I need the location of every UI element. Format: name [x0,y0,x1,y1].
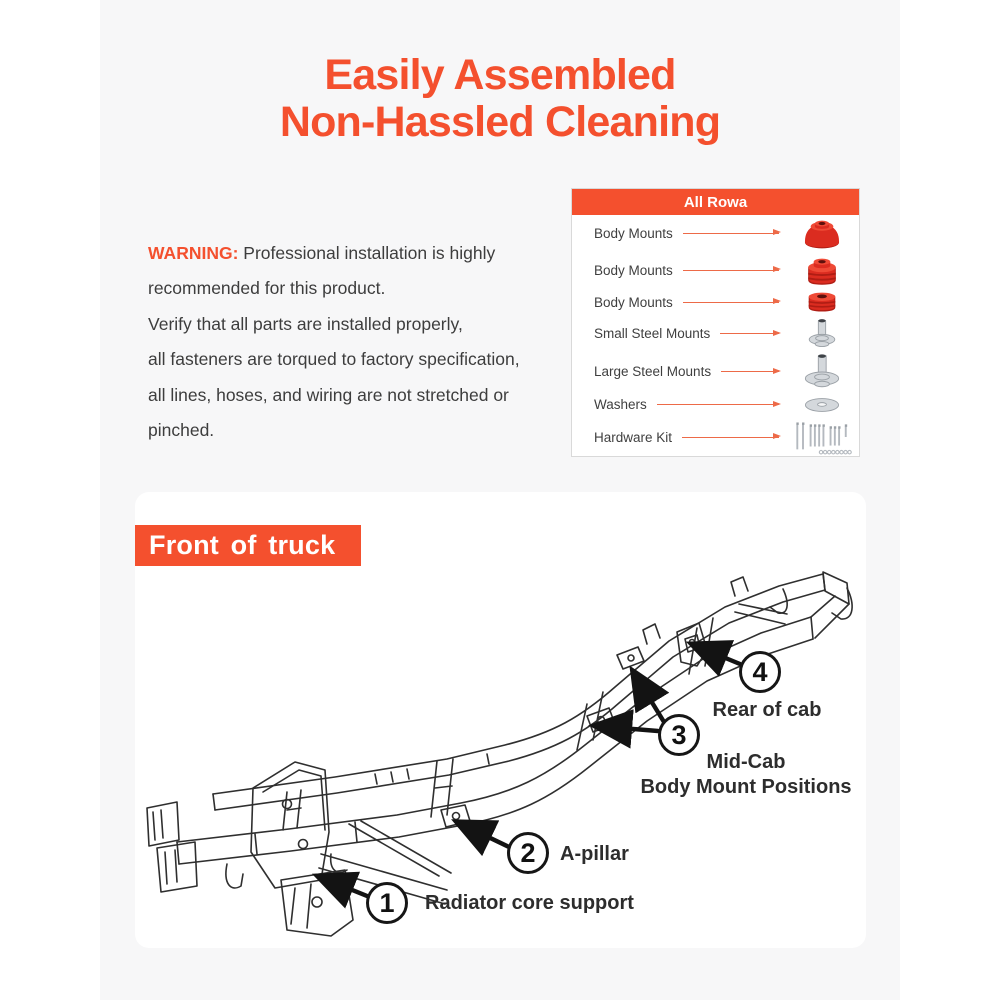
callout-1-label: Radiator core support [425,892,634,914]
callout-4-label: Rear of cab [712,699,822,721]
part-label: Washers [594,397,647,413]
body-mount-cylinder-bushing-icon [791,251,853,289]
body-mount-small-bushing-icon [791,289,853,315]
diagram-panel [135,492,866,948]
callout-3-label-line-1: Mid-Cab [706,751,786,773]
part-label: Body Mounts [594,294,673,310]
warning-line [148,236,578,271]
arrow-line-icon [682,437,779,438]
arrow-line-icon [720,333,779,334]
callout-3-label [611,750,881,800]
callout-2-arrow-icon [459,823,509,847]
arrow-line-icon [683,270,779,271]
arrow-line-icon [721,371,779,372]
body-mount-dome-bushing-icon [791,215,853,251]
warning-text: Professional installation is highly [243,243,496,263]
callout-2-number: 2 [507,832,549,874]
arrow-line-icon [657,404,779,405]
parts-table-row [572,251,859,289]
hardware-kit-icon [791,418,853,456]
parts-table-row [572,352,859,392]
warning-label: WARNING: [148,243,239,263]
part-label: Hardware Kit [594,429,673,445]
callout-1-number: 1 [366,882,408,924]
part-label: Body Mounts [594,225,673,241]
warning-line: all fasteners are torqued to factory specification, [148,349,520,370]
parts-table-row [572,289,859,316]
callout-3-number: 3 [658,714,700,756]
callout-3-arrow-upper-icon [634,673,664,722]
part-label: Small Steel Mounts [594,326,711,341]
part-label: Body Mounts [594,262,673,278]
warning-line: recommended for this product. [148,278,386,299]
arrow-line-icon [683,233,779,234]
parts-table [571,188,860,457]
parts-table-row [572,316,859,352]
washer-icon [791,393,853,417]
callout-2-label: A-pillar [560,843,629,865]
warning-block [148,236,578,448]
part-label: Large Steel Mounts [594,364,712,379]
callout-3-arrow-lower-icon [597,726,658,731]
warning-line: Verify that all parts are installed properly, [148,313,463,334]
small-steel-mount-icon [791,316,853,352]
callout-3-label-line-2: Body Mount Positions [640,776,852,798]
parts-table-row [572,418,859,456]
page-title-line-2: Non-Hassled Cleaning [279,98,721,146]
parts-table-header: All Rowa [572,189,859,215]
parts-table-row [572,392,859,419]
warning-line: all lines, hoses, and wiring are not stretched or pinched. [148,384,509,441]
page-title-line-1: Easily Assembled [324,51,676,99]
large-steel-mount-icon [791,352,853,392]
callout-4-number: 4 [739,651,781,693]
page-title [100,52,900,146]
front-of-truck-badge: Front of truck [135,525,361,566]
parts-table-row [572,215,859,251]
arrow-line-icon [683,302,779,303]
